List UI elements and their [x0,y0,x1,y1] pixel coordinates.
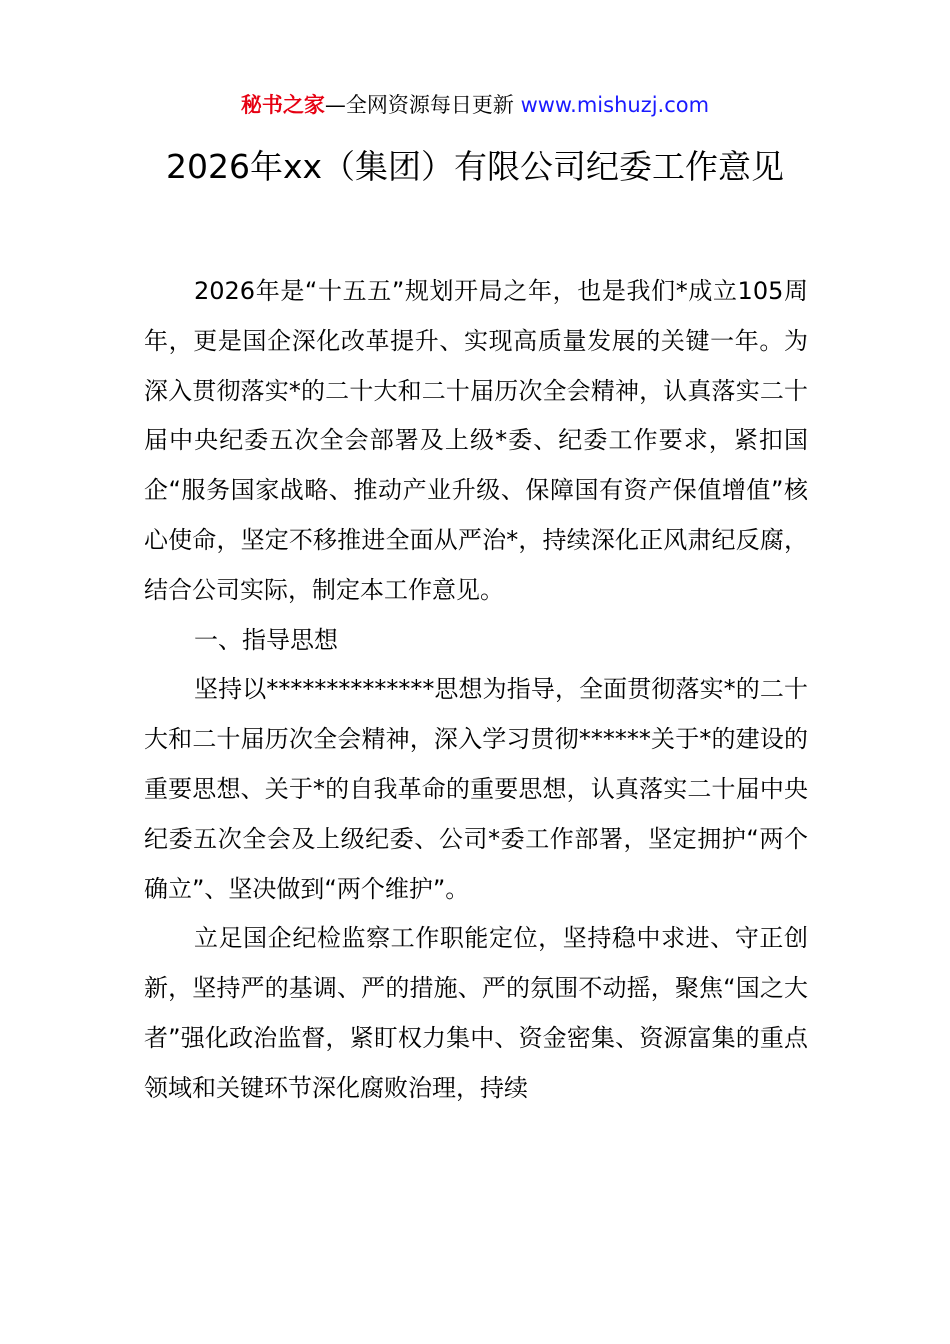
site-url-link[interactable]: www.mishuzj.com [520,93,710,117]
header-tagline: —全网资源每日更新 [324,93,521,117]
document-title: 2026年xx（集团）有限公司纪委工作意见 [165,147,785,186]
brand-name: 秘书之家 [240,93,325,117]
paragraph-intro: 2026年是“十五五”规划开局之年，也是我们*成立105周年，更是国企深化改革提升、实现高质量发展的关键一年。为深入贯彻落实*的二十大和二十届历次全会精神，认真落实二十届中央纪委五次全会部署及上级*委、纪委工作要求，紧扣国企“服务国家战略、推动产业升级、保障国有资产保值增值”核心使命，坚定不移推进全面从严治*，持续深化正风肃纪反腐，结合公司实际，制定本工作意见。 [144,277,808,604]
section-heading-guiding-ideology: 一、指导思想 [194,625,338,654]
paragraph-work-positioning: 立足国企纪检监察工作职能定位，坚持稳中求进、守正创新，坚持严的基调、严的措施、严的氛围不动摇，聚焦“国之大者”强化政治监督，紧盯权力集中、资金密集、资源富集的重点领域和关键环节深化腐败治理，持续 [144,924,808,1102]
site-header [0,90,950,120]
document-body [144,267,808,1114]
paragraph-guiding-ideology: 坚持以**************思想为指导，全面贯彻落实*的二十大和二十届历次全会精神，深入学习贯彻******关于*的建设的重要思想、关于*的自我革命的重要思想，认真落实二十届中央纪委五次全会及上级纪委、公司*委工作部署，坚定拥护“两个确立”、坚决做到“两个维护”。 [144,675,808,903]
